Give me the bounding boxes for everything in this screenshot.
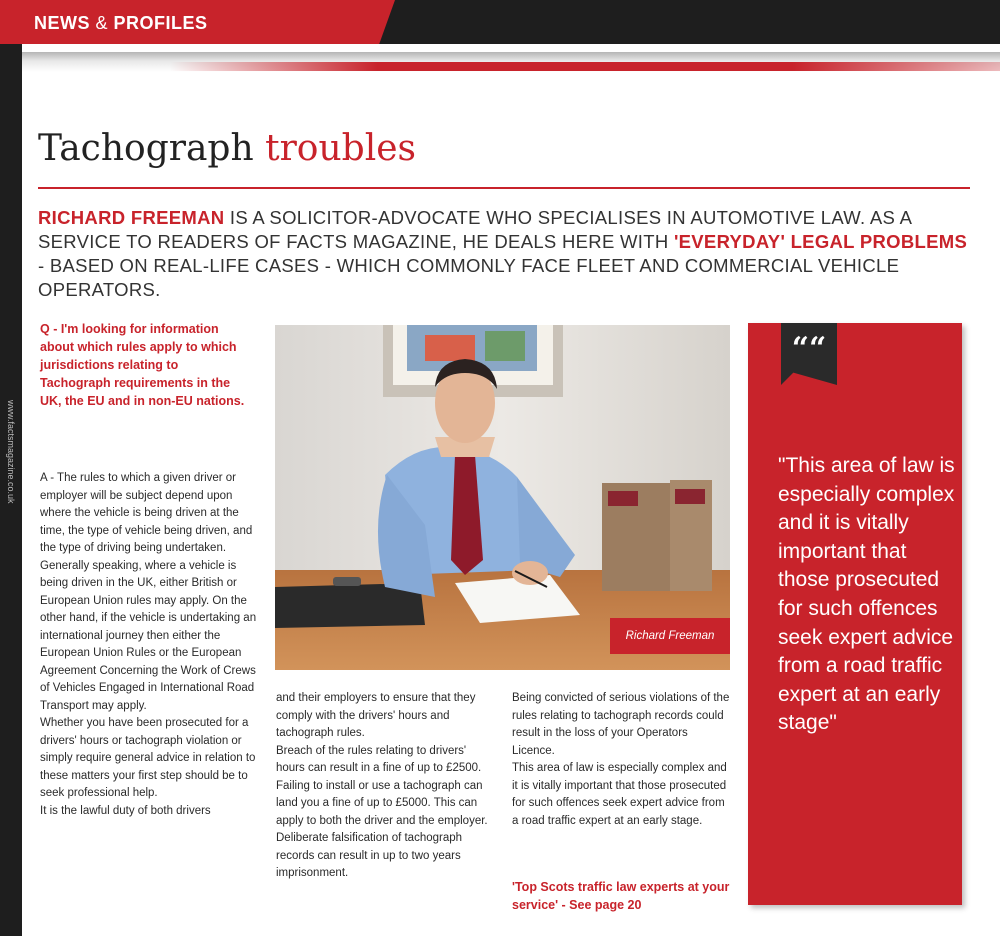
paragraph: A - The rules to which a given driver or employer will be subject depend upon where the vehicle is being driven at the time, the type of vehicle being driven, and the type of driving being undertaken.	[40, 472, 253, 554]
title-rule	[38, 187, 970, 189]
paragraph: and their employers to ensure that they comply with the drivers' hours and tachograph rules.	[276, 692, 476, 739]
article-intro: RICHARD FREEMAN IS A SOLICITOR-ADVOCATE WHO SPECIALISES IN AUTOMOTIVE LAW. AS A SERVICE TO READERS OF FACTS MAGAZINE, HE DEALS HERE WITH 'EVERYDAY' LEGAL PROBLEMS - BASED ON REAL-LIFE CASES - WHICH COMMONLY FACE FLEET AND COMMERCIAL VEHICLE OPERATORS.	[38, 207, 968, 300]
paragraph: Generally speaking, where a vehicle is being driven in the UK, either British or European Union rules may apply. On the other hand, if the vehicle is undertaking an international journey then either the European Union Rules or the European Agreement Concerning the Work of Crews of Vehicles Engaged in International Road Transport may apply.	[40, 559, 257, 712]
section-title: NEWS & PROFILES	[34, 13, 208, 33]
paragraph: Breach of the rules relating to drivers' hours can result in a fine of up to £2500. Failing to install or use a tachograph can land you a fine of up to £5000. This can apply to both the driver and the employer.	[276, 744, 488, 827]
question-text: Q - I'm looking for information about which rules apply to which jurisdictions relating to Tachograph requirements in the UK, the EU and in non-EU nations.	[40, 322, 245, 408]
column-1	[40, 470, 262, 820]
side-url: www.factsmagazine.co.uk	[6, 400, 16, 504]
article-title: Tachograph troubles	[38, 128, 416, 169]
photo-caption: Richard Freeman	[610, 618, 730, 654]
paragraph: This area of law is especially complex and it is vitally important that those prosecuted for such offences seek expert advice from a road traffic expert at an early stage.	[512, 762, 727, 827]
header-red-stripe	[170, 62, 1000, 71]
column-3	[512, 690, 730, 830]
paragraph: Being convicted of serious violations of the rules relating to tachograph records could result in the loss of your Operators Licence.	[512, 692, 730, 757]
paragraph: Whether you have been prosecuted for a drivers' hours or tachograph violation or simply require general advice in relation to these matters your first step should be to seek professional help.	[40, 717, 256, 799]
promo-link[interactable]: 'Top Scots traffic law experts at your service' - See page 20	[512, 880, 730, 912]
paragraph: Deliberate falsification of tachograph records can result in up to two years imprisonment.	[276, 832, 463, 879]
pull-quote-text: "This area of law is especially complex and it is vitally important that those prosecuted for such offences seek expert advice from a road traffic expert at an early stage"	[778, 454, 955, 735]
column-2	[276, 690, 494, 883]
quote-mark-icon: ““	[791, 331, 827, 366]
paragraph: It is the lawful duty of both drivers	[40, 804, 211, 817]
